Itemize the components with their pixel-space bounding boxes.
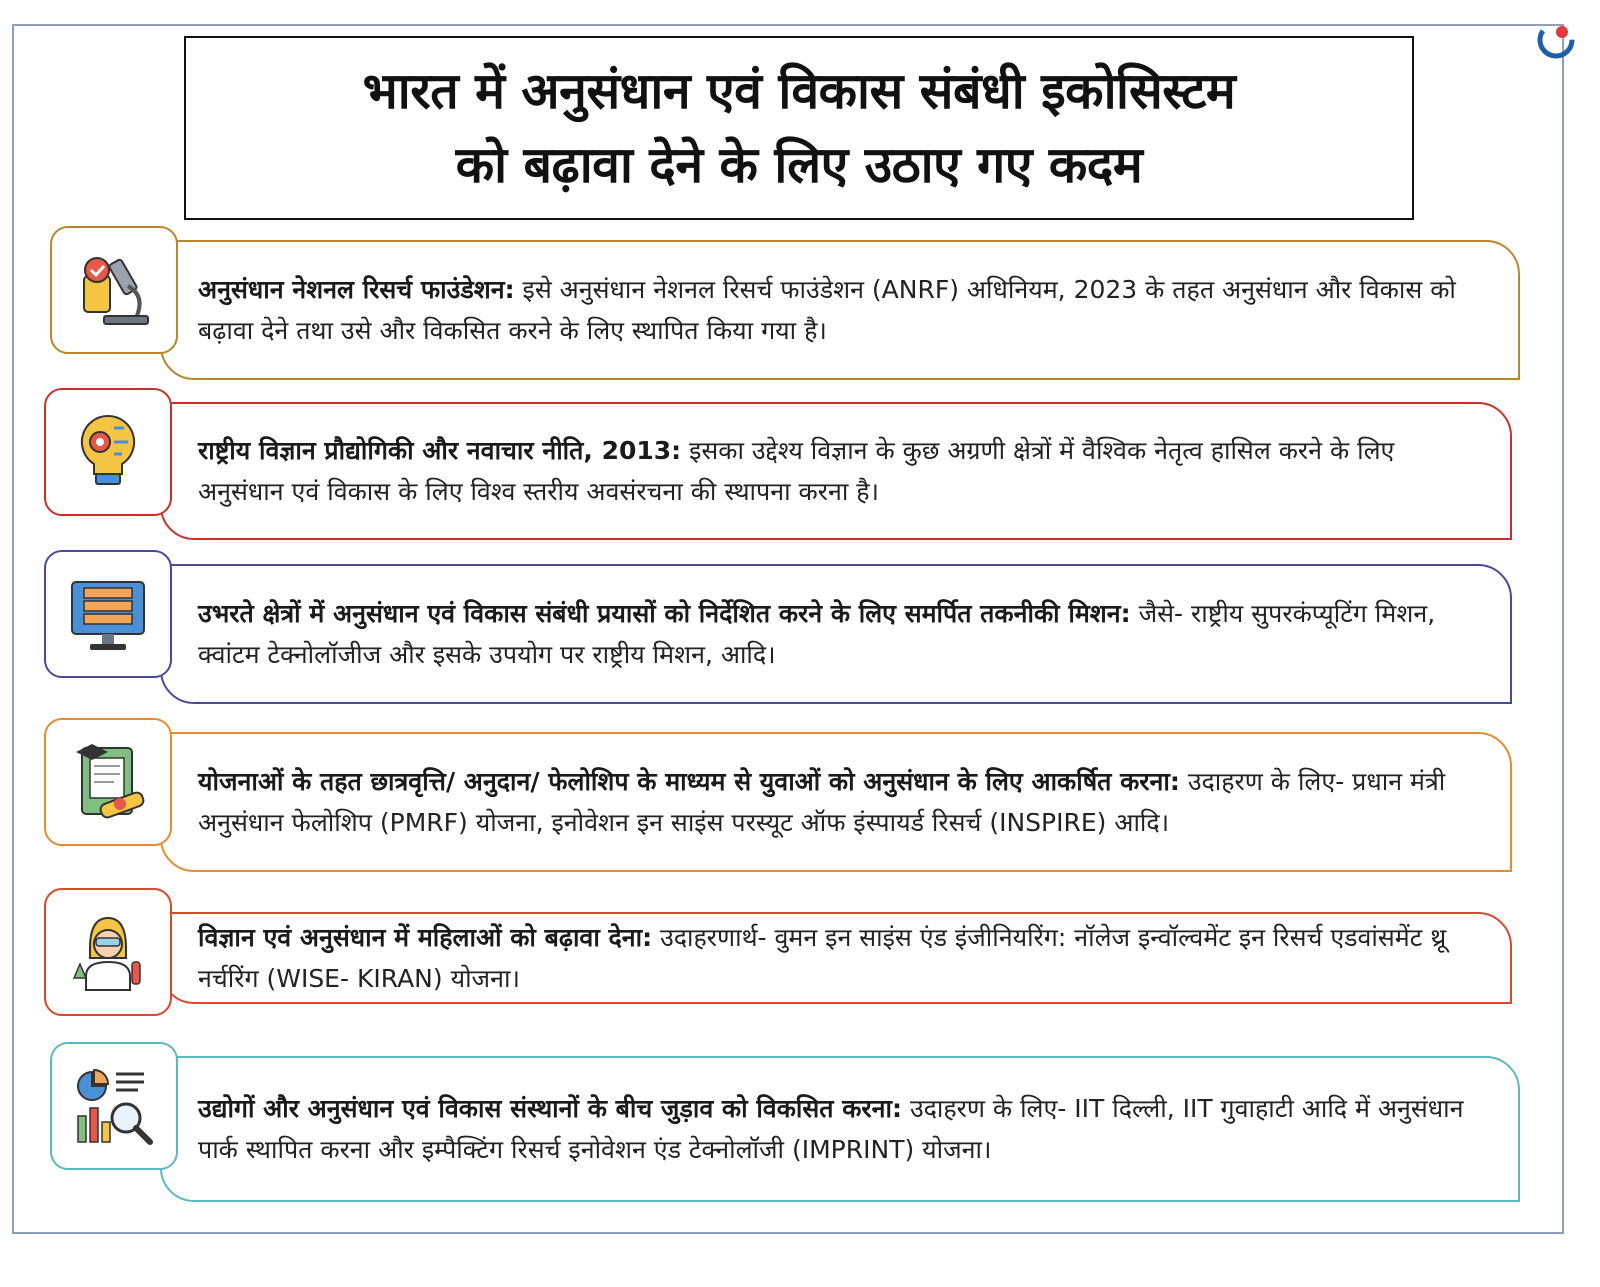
card-body: इसका उद्देश्य विज्ञान के कुछ अग्रणी क्षेत्रों में वैश्विक नेतृत्व हासिल करने के लिए अनुसंधान एवं विकास के लिए विश्व स्तरीय अवसंरचना की स्थापना करना है। <box>198 436 1395 506</box>
card-heading: उद्योगों और अनुसंधान एवं विकास संस्थानों के बीच जुड़ाव को विकसित करना: <box>198 1094 902 1123</box>
card-icon-box <box>44 388 172 516</box>
server-monitor-icon <box>64 570 152 658</box>
card-text <box>198 761 1486 843</box>
page-title-line-2: को बढ़ावा देने के लिए उठाए गए कदम <box>455 136 1143 194</box>
card-text <box>198 917 1486 999</box>
card-heading: उभरते क्षेत्रों में अनुसंधान एवं विकास संबंधी प्रयासों को निर्देशित करने के लिए समर्पित तकनीकी मिशन: <box>198 599 1131 628</box>
woman-scientist-icon <box>64 908 152 996</box>
card-heading: अनुसंधान नेशनल रिसर्च फाउंडेशन: <box>198 275 515 304</box>
card-icon-box <box>44 718 172 846</box>
card-text-box <box>160 732 1512 872</box>
analytics-magnifier-icon <box>70 1062 158 1150</box>
card-heading: विज्ञान एवं अनुसंधान में महिलाओं को बढ़ावा देना: <box>198 923 653 952</box>
card-body: इसे अनुसंधान नेशनल रिसर्च फाउंडेशन (ANRF) अधिनियम, 2023 के तहत अनुसंधान और विकास को बढ़ावा देने तथा उसे और विकसित करने के लिए स्थापित किया गया है। <box>198 275 1456 345</box>
card-icon-box <box>50 1042 178 1170</box>
card-text-box <box>160 912 1512 1004</box>
microscope-icon <box>70 246 158 334</box>
card-body: उदाहरण के लिए- प्रधान मंत्री अनुसंधान फेलोशिप (PMRF) योजना, इनोवेशन इन साइंस परस्यूट ऑफ इंस्पायर्ड रिसर्च (INSPIRE) आदि। <box>198 767 1446 837</box>
card-text <box>198 593 1486 675</box>
card-heading: योजनाओं के तहत छात्रवृत्ति/ अनुदान/ फेलोशिप के माध्यम से युवाओं को अनुसंधान के लिए आकर्षित करना: <box>198 767 1180 796</box>
card-icon-box <box>50 226 178 354</box>
card-text <box>198 430 1486 512</box>
brand-logo-icon <box>1528 12 1584 68</box>
title-box <box>184 36 1414 220</box>
card-heading: राष्ट्रीय विज्ञान प्रौद्योगिकी और नवाचार नीति, 2013: <box>198 436 682 465</box>
card-body: उदाहरण के लिए- IIT दिल्ली, IIT गुवाहाटी आदि में अनुसंधान पार्क स्थापित करना और इम्पैक्टिंग रिसर्च इनोवेशन एंड टेक्नोलॉजी (IMPRINT) योजना। <box>198 1094 1464 1164</box>
card-text-box <box>160 240 1520 380</box>
card-text-box <box>160 564 1512 704</box>
card-text <box>198 1088 1494 1170</box>
lightbulb-gear-icon <box>64 408 152 496</box>
card-text <box>198 269 1494 351</box>
card-text-box <box>160 1056 1520 1202</box>
card-text-box <box>160 402 1512 540</box>
card-icon-box <box>44 888 172 1016</box>
card-body: जैसे- राष्ट्रीय सुपरकंप्यूटिंग मिशन, क्वांटम टेक्नोलॉजीज और इसके उपयोग पर राष्ट्रीय मिशन, आदि। <box>198 599 1436 669</box>
scholarship-certificate-icon <box>64 738 152 826</box>
page-title-line-1: भारत में अनुसंधान एवं विकास संबंधी इकोसिस्टम <box>362 62 1236 120</box>
card-body: उदाहरणार्थ- वुमन इन साइंस एंड इंजीनियरिंग: नॉलेज इन्वॉल्वमेंट इन रिसर्च एडवांसमेंट थ्रू नर्चरिंग (WISE- KIRAN) योजना। <box>198 923 1447 993</box>
card-icon-box <box>44 550 172 678</box>
